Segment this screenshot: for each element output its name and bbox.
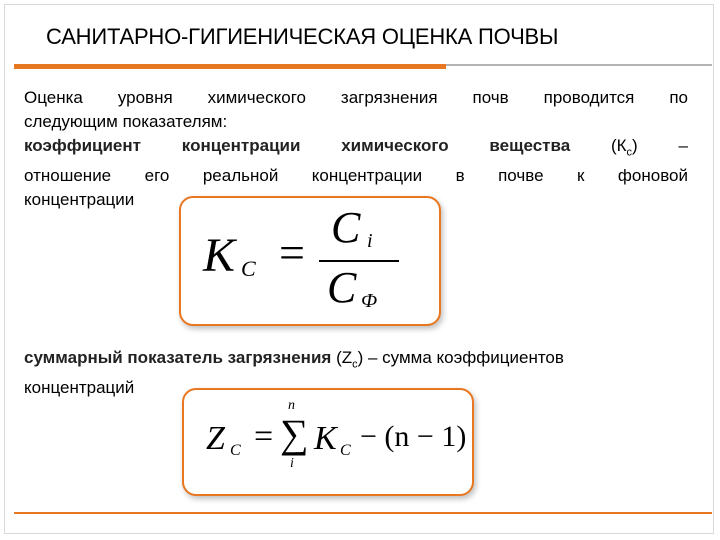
- para1-line5: концентрации: [24, 190, 135, 210]
- sum-upper-limit: n: [288, 398, 295, 413]
- formula-zc-box: [182, 388, 474, 496]
- formula-kc-box: [179, 196, 441, 326]
- title-underline-accent: [14, 64, 446, 69]
- footer-rule: [14, 512, 712, 514]
- sum-sign: ∑: [280, 411, 309, 456]
- para1-line2: следующим показателям:: [24, 112, 228, 131]
- zc-lhs-sub: C: [230, 442, 241, 459]
- slide-title: САНИТАРНО-ГИГИЕНИЧЕСКАЯ ОЦЕНКА ПОЧВЫ: [46, 24, 559, 49]
- kc-denominator-sub: Ф: [361, 290, 378, 312]
- zc-symbol-close: ) – сумма коэффициентов: [357, 348, 564, 367]
- zc-term: суммарный показатель загрязнения: [24, 348, 332, 367]
- zc-equals: =: [254, 418, 274, 455]
- kc-symbol-sub: с: [626, 146, 633, 159]
- zc-k: K: [314, 420, 337, 457]
- kc-numerator-sub: i: [367, 230, 373, 252]
- kc-equals: =: [279, 227, 305, 278]
- kc-lhs-sub: C: [241, 256, 256, 281]
- zc-lhs: Z: [206, 420, 225, 457]
- zc-k-sub: C: [340, 442, 351, 459]
- para2-line2: концентраций: [24, 378, 135, 398]
- zc-symbol-open: (Z: [336, 348, 353, 367]
- sum-lower-index: i: [290, 456, 294, 471]
- zc-tail: − (n − 1): [360, 420, 467, 453]
- kc-denominator: C: [327, 263, 357, 312]
- paragraph-kc: [24, 86, 688, 212]
- kc-symbol-open: (К: [610, 136, 627, 155]
- para2-line1: [24, 346, 694, 376]
- kc-symbol-close: ) –: [632, 136, 688, 155]
- para1-line4: отношение его реальной концентрации в почве к фоновой: [24, 166, 688, 186]
- para1-line1: Оценка уровня химического загрязнения почв проводится по: [24, 88, 688, 107]
- para1-line3: [24, 134, 688, 164]
- kc-term: коэффициент концентрации химического вещества: [24, 136, 571, 155]
- kc-numerator: C: [331, 203, 361, 252]
- kc-lhs: K: [203, 229, 236, 282]
- zc-symbol-sub: c: [352, 358, 358, 371]
